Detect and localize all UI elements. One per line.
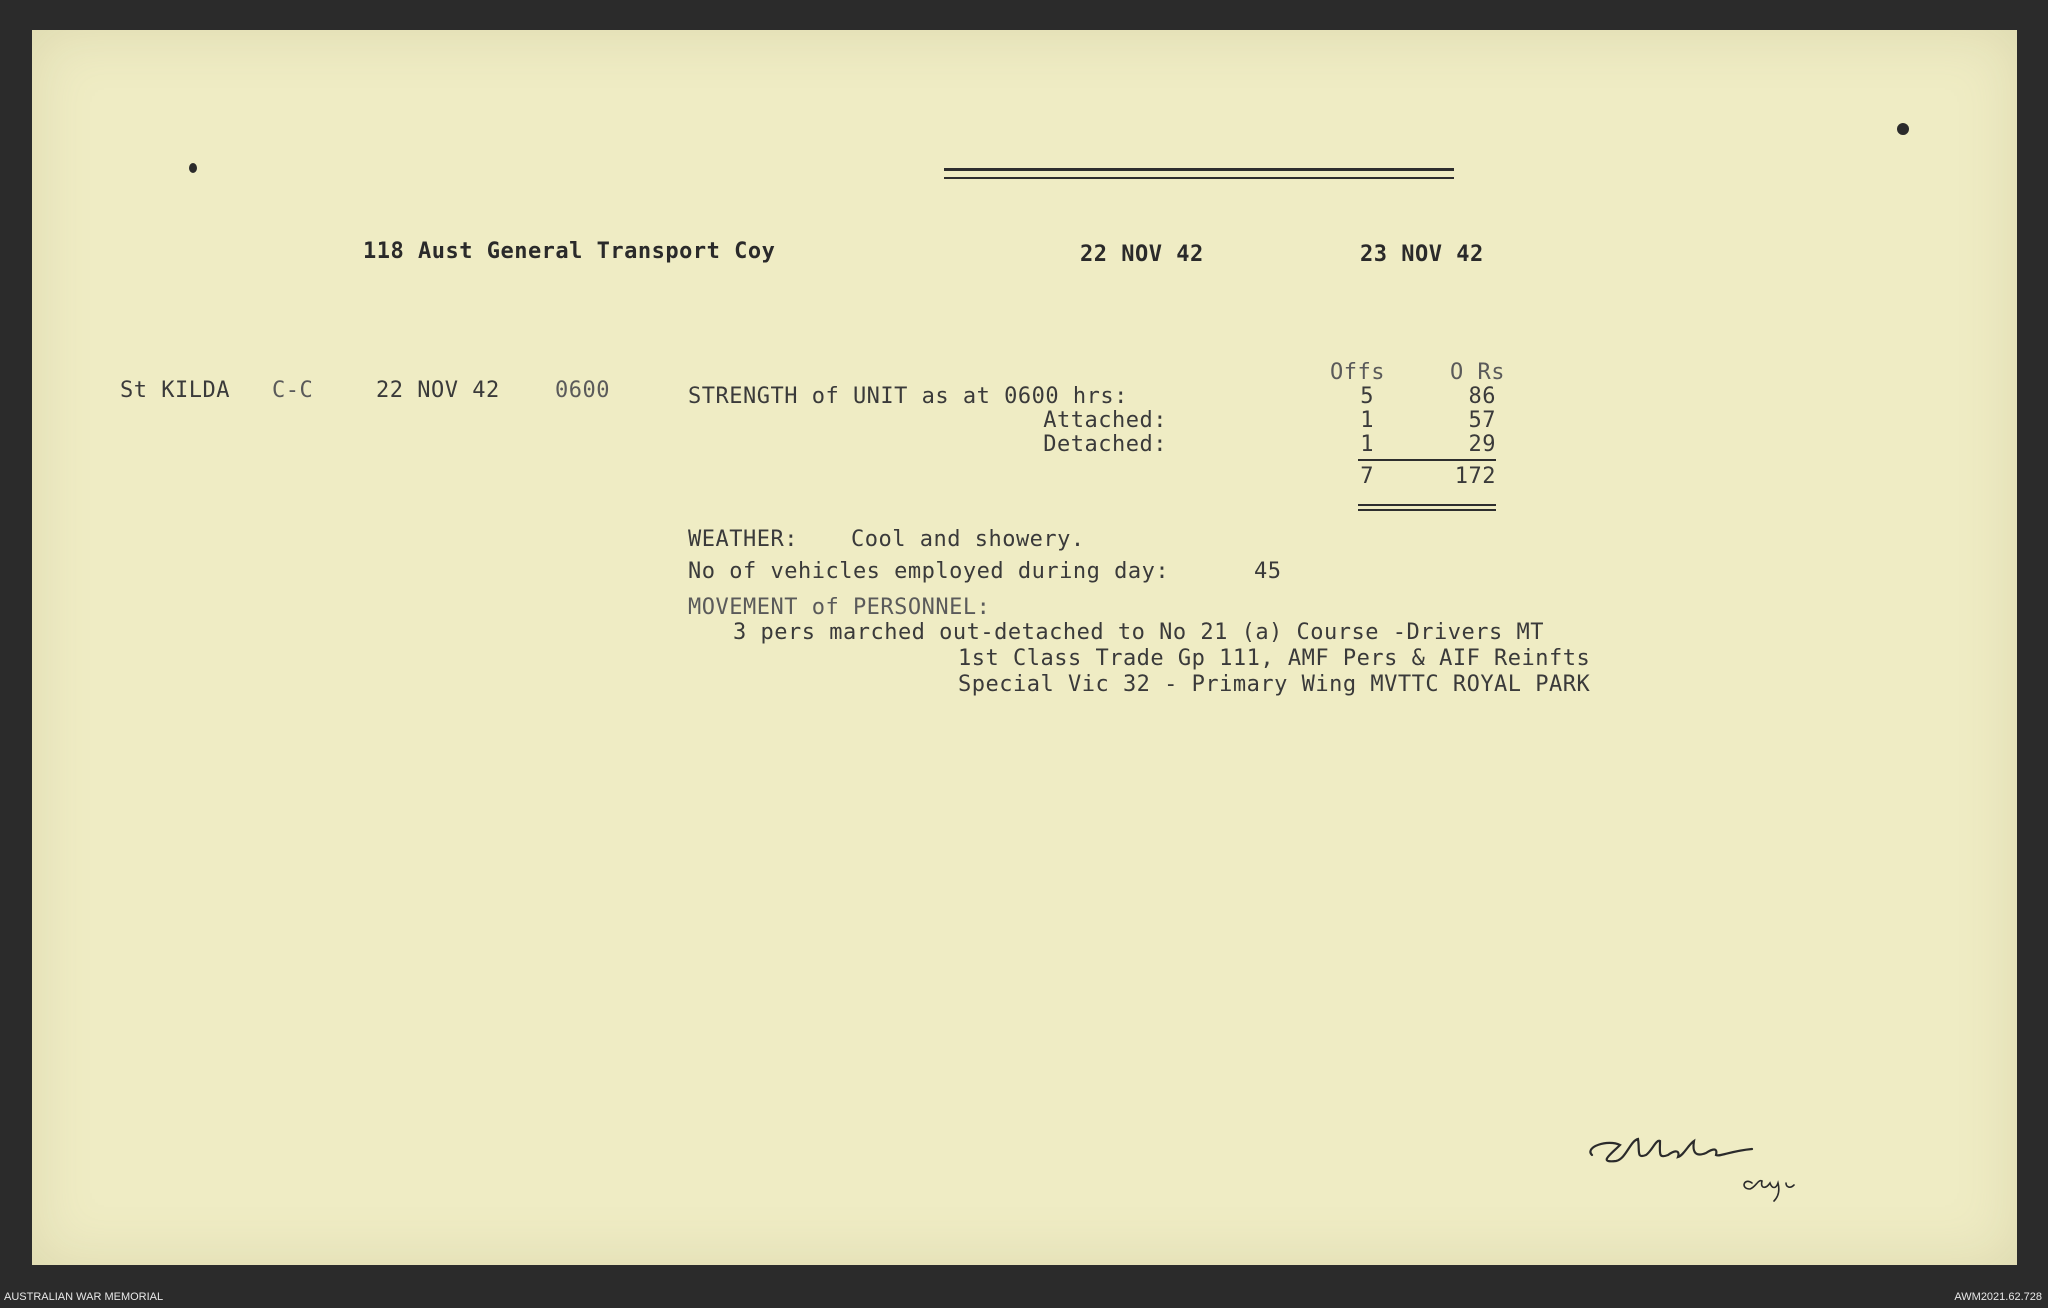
offs-attached: 1 [1360, 408, 1374, 433]
entry-place-code: C-C [272, 378, 314, 403]
footer-left: AUSTRALIAN WAR MEMORIAL [4, 1291, 164, 1303]
vehicles-value: 45 [1254, 559, 1282, 584]
weather-label: WEATHER: [688, 527, 798, 552]
offs-total: 7 [1360, 464, 1374, 489]
unit-name: 118 Aust General Transport Coy [363, 239, 776, 264]
entry-place: St KILDA [120, 378, 230, 403]
ors-strength: 86 [1468, 384, 1496, 409]
movement-line-2: 1st Class Trade Gp 111, AMF Pers & AIF Reinfts [958, 646, 1591, 671]
date-to: 23 NOV 42 [1360, 242, 1484, 267]
detached-label: Detached: [1043, 432, 1167, 457]
entry-date: 22 NOV 42 [376, 378, 500, 403]
movement-label: MOVEMENT of PERSONNEL: [688, 595, 991, 620]
ors-attached: 57 [1468, 408, 1496, 433]
movement-line-1: 3 pers marched out-detached to No 21 (a) Course -Drivers MT [733, 620, 1544, 645]
total-rule-2 [1358, 509, 1496, 511]
attached-label: Attached: [1043, 408, 1167, 433]
punch-hole-left [189, 163, 197, 173]
subtotal-rule [1358, 459, 1496, 461]
header-rule-top [944, 168, 1454, 171]
date-from: 22 NOV 42 [1080, 242, 1204, 267]
ors-header: O Rs [1450, 360, 1505, 385]
offs-detached: 1 [1360, 432, 1374, 457]
offs-strength: 5 [1360, 384, 1374, 409]
footer-right: AWM2021.62.728 [1954, 1291, 2042, 1303]
signature [1580, 1125, 1820, 1205]
ors-detached: 29 [1468, 432, 1496, 457]
total-rule-1 [1358, 504, 1496, 506]
weather-value: Cool and showery. [851, 527, 1085, 552]
header-rule-bottom [944, 177, 1454, 179]
offs-header: Offs [1330, 360, 1385, 385]
vehicles-label: No of vehicles employed during day: [688, 559, 1170, 584]
movement-line-3: Special Vic 32 - Primary Wing MVTTC ROYAL PARK [958, 672, 1591, 697]
ors-total: 172 [1454, 464, 1496, 489]
punch-hole-right [1897, 123, 1909, 135]
strength-label: STRENGTH of UNIT as at 0600 hrs: [688, 384, 1128, 409]
entry-time: 0600 [555, 378, 610, 403]
